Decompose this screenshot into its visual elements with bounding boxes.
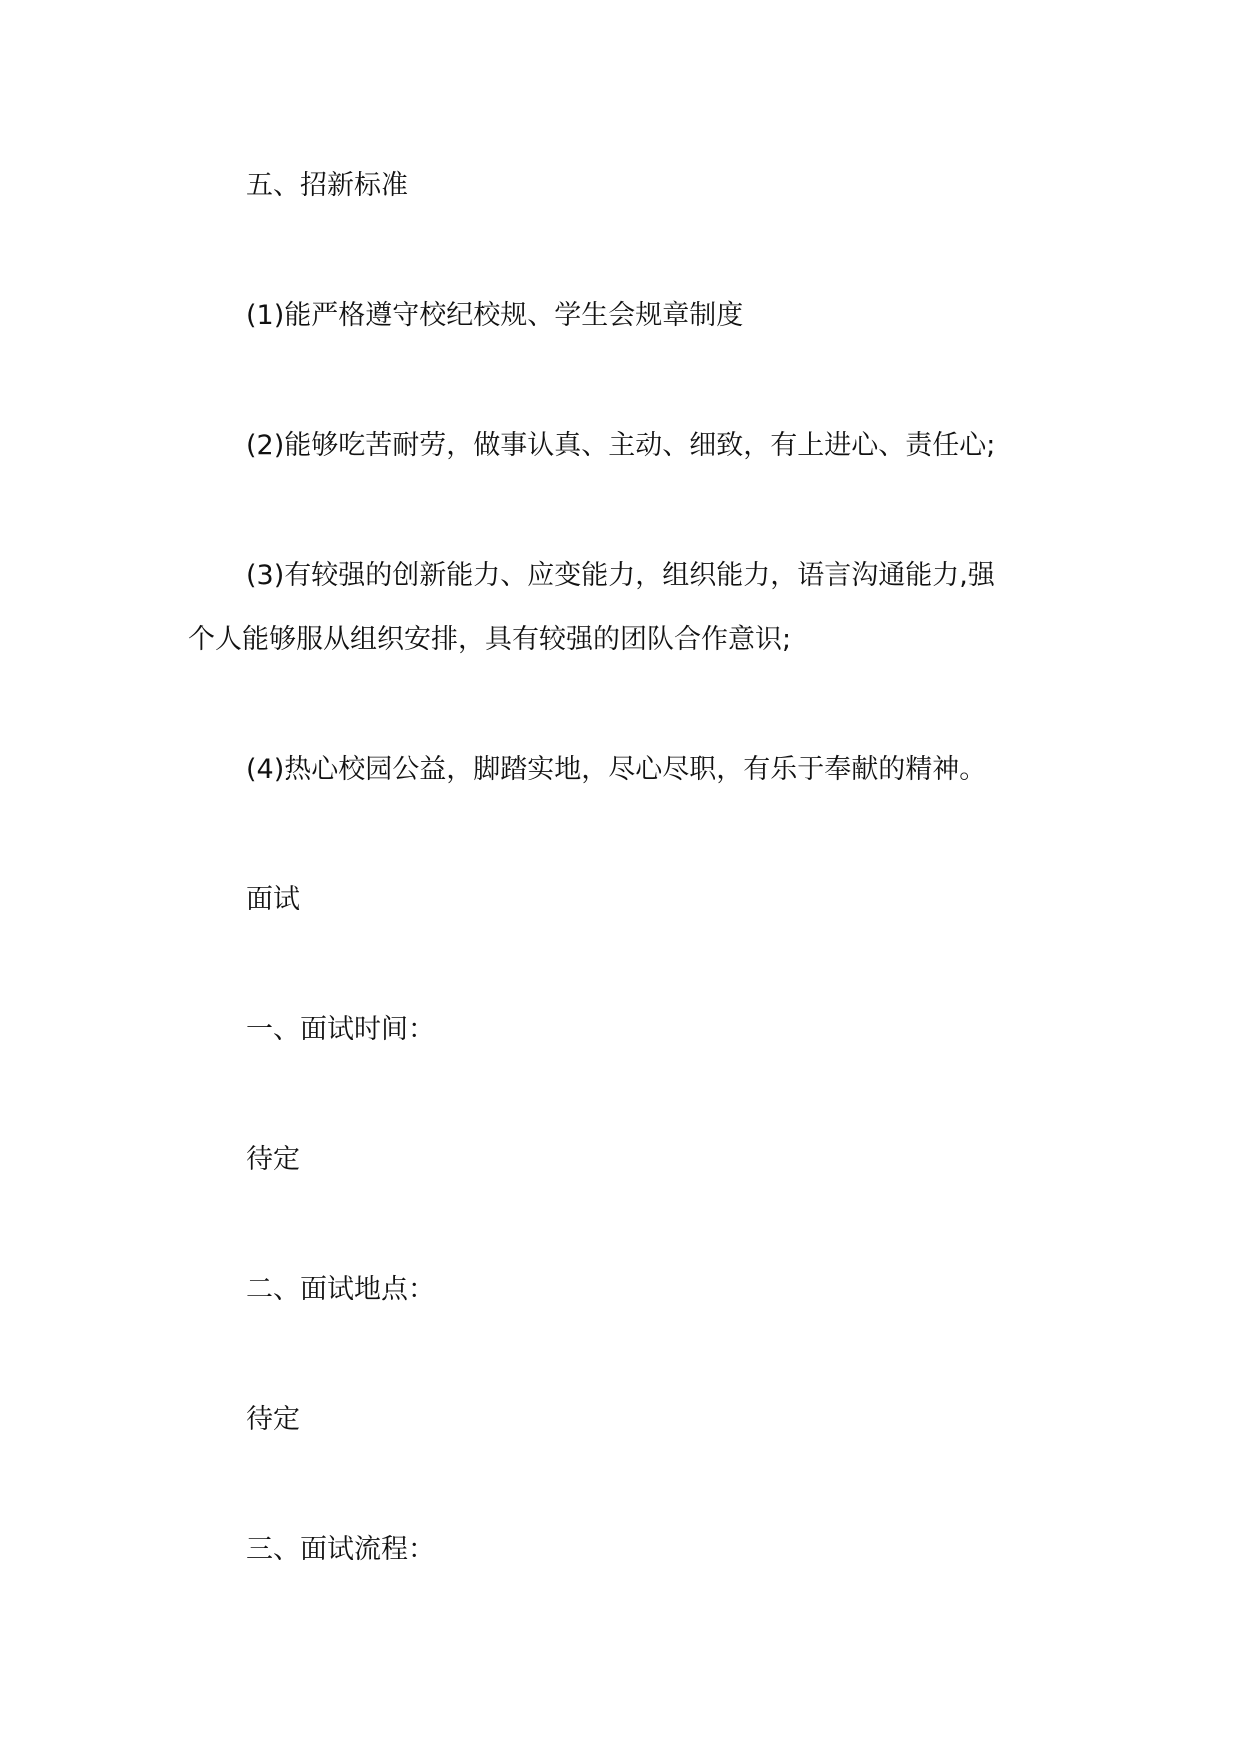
interview-place-label: 二、面试地点：	[246, 1274, 435, 1305]
interview-place-value: 待定	[246, 1404, 300, 1435]
interview-time-label: 一、面试时间：	[246, 1014, 435, 1045]
criterion-3: (3)有较强的创新能力、应变能力，组织能力，语言沟通能力,强	[246, 560, 995, 591]
section-heading: 五、招新标准	[246, 170, 408, 201]
criterion-4: (4)热心校园公益，脚踏实地，尽心尽职，有乐于奉献的精神。	[246, 754, 987, 785]
interview-process-label: 三、面试流程：	[246, 1534, 435, 1565]
criterion-1: (1)能严格遵守校纪校规、学生会规章制度	[246, 300, 744, 331]
interview-time-value: 待定	[246, 1144, 300, 1175]
criterion-3-continuation: 个人能够服从组织安排，具有较强的团队合作意识;	[188, 624, 792, 655]
interview-heading: 面试	[246, 884, 300, 915]
criterion-2: (2)能够吃苦耐劳，做事认真、主动、细致，有上进心、责任心;	[246, 430, 996, 461]
